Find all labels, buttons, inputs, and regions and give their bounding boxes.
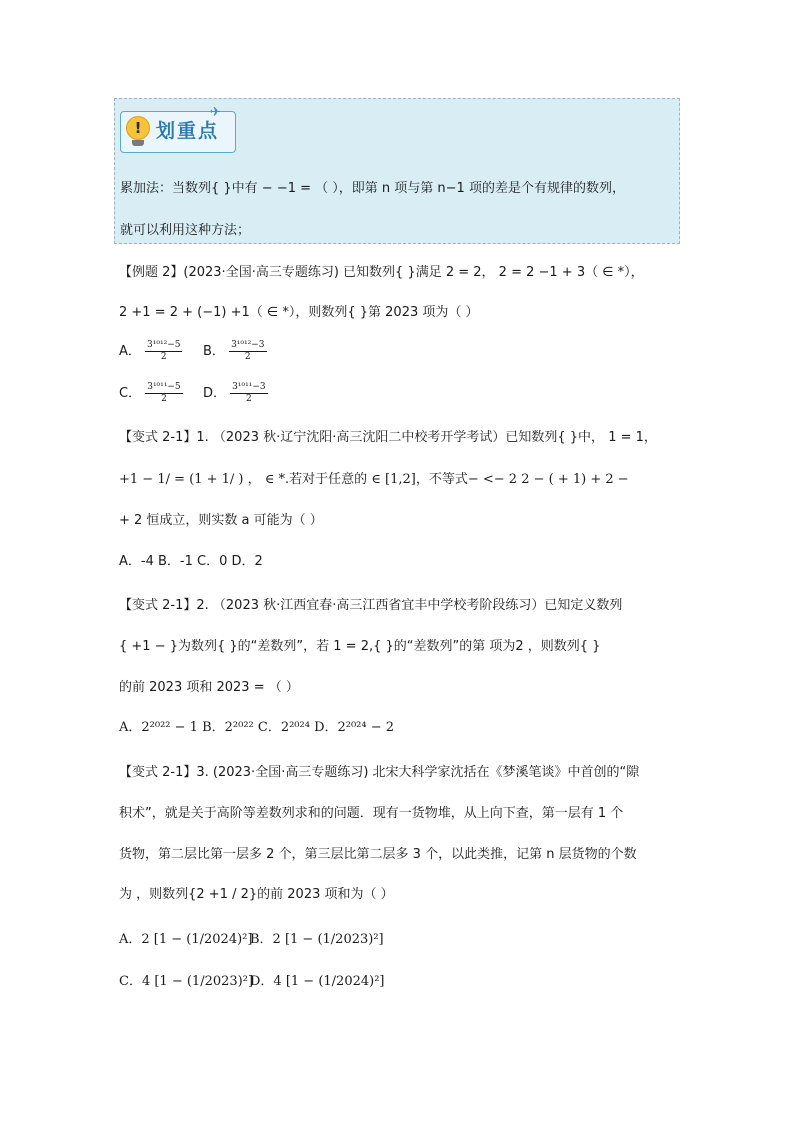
fraction-numerator: 3¹⁰¹¹−5 — [147, 382, 181, 392]
option-b-label: B． — [203, 344, 225, 359]
variant3-option-d: D．4 [1 − (1/2024)²] — [250, 974, 385, 989]
option-c-fraction — [145, 382, 182, 405]
callout-line-2: 就可以利用这种方法； — [120, 223, 251, 238]
option-c-label: C． — [119, 386, 142, 401]
variant1-line2: +1 − 1/ = (1 + 1/ ) ， ∈ *.若对于任意的 ∈ [1,2]，不等式− <− 2 2 − ( + 1) + 2 − — [119, 472, 629, 487]
example2-option-b — [203, 340, 267, 363]
variant2-options: A．2²⁰²² − 1 B．2²⁰²² C．2²⁰²⁴ D．2²⁰²⁴ − 2 — [119, 720, 395, 735]
logo-text: 划重点 — [156, 120, 220, 142]
lightbulb-base — [132, 140, 144, 146]
variant1-line3: + 2 恒成立，则实数 a 可能为（ ） — [119, 513, 323, 528]
callout-line-1: 累加法：当数列{ }中有 − −1 = （ ），即第 n 项与第 n−1 项的差是个有规律的数列， — [120, 181, 625, 196]
example2-stem-line1: 【例题 2】(2023·全国·高三专题练习) 已知数列{ }满足 2 = 2， 2 = 2 −1 + 3（ ∈ *）， — [119, 265, 644, 280]
example2-stem-line2: 2 +1 = 2 + (−1) +1（ ∈ *），则数列{ }第 2023 项为（ ） — [119, 305, 479, 320]
variant2-line2: { +1 − }为数列{ }的“差数列”，若 1 = 2,{ }的“差数列”的第 项为2 ，则数列{ } — [119, 639, 601, 654]
fraction-denominator: 2 — [161, 394, 167, 404]
key-point-callout — [114, 98, 680, 244]
fraction-denominator: 2 — [246, 394, 252, 404]
variant3-option-b: B．2 [1 − (1/2023)²] — [250, 932, 384, 947]
option-a-label: A． — [119, 344, 141, 359]
fraction-denominator: 2 — [160, 352, 167, 362]
fraction-numerator: 3¹⁰¹²−3 — [231, 340, 265, 350]
option-d-fraction — [230, 382, 267, 405]
variant3-option-c: C．4 [1 − (1/2023)²] — [119, 974, 254, 989]
variant2-line3: 的前 2023 项和 2023 = （ ） — [119, 680, 299, 695]
variant1-line1: 【变式 2-1】1. （2023 秋·辽宁沈阳·高三沈阳二中校考开学考试）已知数列{ }中， 1 = 1， — [119, 430, 657, 445]
paper-plane-icon: ✈ — [210, 105, 221, 120]
fraction-numerator: 3¹⁰¹¹−3 — [232, 382, 266, 392]
key-point-logo — [120, 107, 238, 155]
fraction-numerator: 3¹⁰¹²−5 — [147, 340, 181, 350]
example2-option-d — [203, 382, 268, 405]
option-a-fraction — [145, 340, 182, 363]
example2-option-c — [119, 382, 183, 405]
lightbulb-icon: ! — [126, 116, 150, 140]
fraction-denominator: 2 — [244, 352, 251, 362]
option-b-fraction — [229, 340, 266, 363]
variant2-line1: 【变式 2-1】2. （2023 秋·江西宜春·高三江西省宜丰中学校考阶段练习）已知定义数列 — [119, 598, 623, 613]
variant3-line4: 为 ，则数列{2 +1 / 2}的前 2023 项和为（ ） — [119, 887, 394, 902]
variant3-option-a: A．2 [1 − (1/2024)²] — [119, 932, 253, 947]
option-d-label: D． — [203, 386, 227, 401]
variant3-line1: 【变式 2-1】3. (2023·全国·高三专题练习) 北宋大科学家沈括在《梦溪笔谈》中首创的“隙 — [119, 765, 640, 780]
variant3-line2: 积术”，就是关于高阶等差数列求和的问题．现有一货物堆，从上向下查，第一层有 1 个 — [119, 806, 624, 821]
example2-option-a — [119, 340, 182, 363]
variant3-line3: 货物，第二层比第一层多 2 个，第三层比第二层多 3 个，以此类推，记第 n 层货物的个数 — [119, 847, 637, 862]
variant1-options: A．-4 B．-1 C．0 D．2 — [119, 554, 263, 569]
